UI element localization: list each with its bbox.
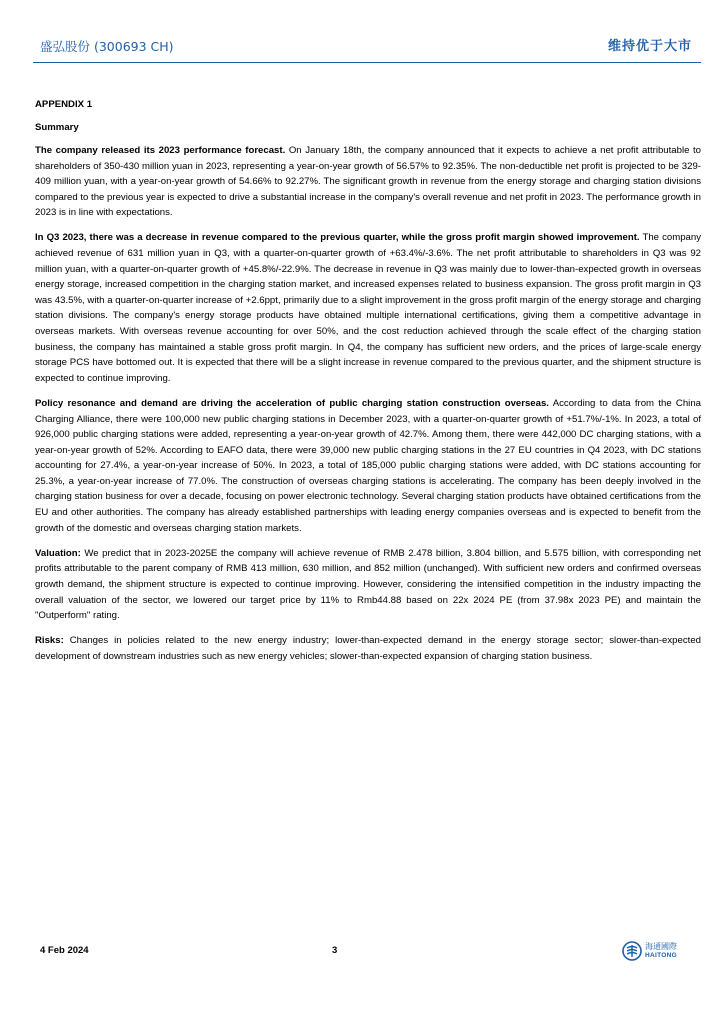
paragraph-body: We predict that in 2023-2025E the company will achieve revenue of RMB 2.478 billion, 3.804 billion, and 5.575 billion, with corresponding net profits attributable to the parent company of RMB 413 million, 630 million, and 852 million (unchanged). With sufficient new orders and confirmed overseas growth demand, the shipment structure is expected to continue improving. However, considering the intensified competition in the industry impacting the overall valuation of the sector, we lowered our target price by 11% to Rmb44.88 based on 22x 2024 PE (from 37.98x 2023 PE) and maintain the "Outperform" rating. [35,547,701,622]
haitong-logo-text [645,942,677,960]
paragraph-lead: Risks: [35,635,64,647]
report-body [35,97,701,674]
logo-english-name: HAITONG [645,952,677,959]
summary-heading: Summary [35,122,79,133]
haitong-logo-icon [622,941,642,961]
footer-date: 4 Feb 2024 [40,945,89,956]
paragraph-body: Changes in policies related to the new energy industry; lower-than-expected demand in the energy storage sector; slower-than-expected development of downstream industries such as new energy vehicles; slower-than-expected expansion of charging station business. [35,635,701,662]
paragraph-lead: Valuation: [35,547,81,559]
paragraph-body: According to data from the China Charging Alliance, there were 100,000 new public charging stations in December 2023, with a quarter-on-quarter growth of +51.7%/-1%. In 2023, a total of 926,000 public charging stations were added, representing a year-on-year growth of 42.7%. Among them, there were 442,000 DC charging stations, with a year-on-year growth of 52%. According to EAFO data, there were 39,000 new public charging stations in the 27 EU countries in Q4 2023, with DC stations accounting for 27.4%, a year-on-year increase of 50%. In 2023, a total of 185,000 public charging stations were added, with DC stations accounting for 25.3%, a year-on-year increase of 77.0%. The construction of overseas charging stations is accelerating. The company has been deeply involved in the charging station business for over a decade, focusing on power electronic technology. Several charging station products have obtained certifications from the EU and other authorities. The company has already established partnerships with leading energy companies overseas and is expected to benefit from the growth of the domestic and overseas charging station markets. [35,397,701,534]
logo-chinese-name: 海通國際 [645,942,677,951]
header-rating-slogan: 维持优于大市 [607,39,692,54]
paragraph-lead: The company released its 2023 performance forecast. [35,145,286,156]
paragraph-body: The company achieved revenue of 631 million yuan in Q3, with a quarter-on-quarter growth of +63.4%/-3.6%. The net profit attributable to shareholders in Q3 was 92 million yuan, with a quarter-on-quarter growth of +45.8%/-22.9%. The decrease in revenue in Q3 was mainly due to lower-than-expected growth in overseas energy storage, increased competition in the charging station market, and increased expenses related to business expansion. The gross profit margin in Q3 was 43.5%, with a quarter-on-quarter increase of +2.6ppt, primarily due to a slight improvement in the gross profit margin of the energy storage and charging station divisions. The company's energy storage products have obtained multiple international certifications, giving them a competitive advantage in overseas markets. With overseas revenue accounting for over 50%, and the cost reduction achieved through the scale effect of the charging station business, the company has maintained a stable gross profit margin. In Q4, the company has sufficient new orders, and the prices of large-scale energy storage PCS have bottomed out. It is expected that there will be a slight increase in revenue compared to the previous quarter, and the shipment structure is expected to continue improving. [35,232,701,384]
haitong-logo [622,941,677,961]
page-number: 3 [332,945,338,956]
paragraph-charging-stations [35,396,701,536]
paragraph-performance-forecast [35,143,701,221]
appendix-title: APPENDIX 1 [35,99,93,110]
paragraph-q3-results [35,230,701,386]
header-company-ticker: 盛弘股份 (300693 CH) [40,39,174,54]
paragraph-valuation [35,546,701,624]
paragraph-risks [35,633,701,664]
paragraph-lead: Policy resonance and demand are driving the acceleration of public charging station construction overseas. [35,397,549,409]
header-divider [33,62,701,63]
paragraph-lead: In Q3 2023, there was a decrease in revenue compared to the previous quarter, while the gross profit margin showed improvement. [35,232,640,244]
paragraph-body: On January 18th, the company announced that it expects to achieve a net profit attributable to shareholders of 350-430 million yuan in 2023, representing a year-on-year growth of 56.57% to 92.35%. The non-deductible net profit is projected to be 329-409 million yuan, with a year-on-year growth of 54.66% to 92.27%. The significant growth in revenue from the energy storage and charging station divisions compared to the previous year is expected to drive a substantial increase in the company's overall revenue and net profit in 2023. The performance growth in 2023 is in line with expectations. [35,145,702,219]
